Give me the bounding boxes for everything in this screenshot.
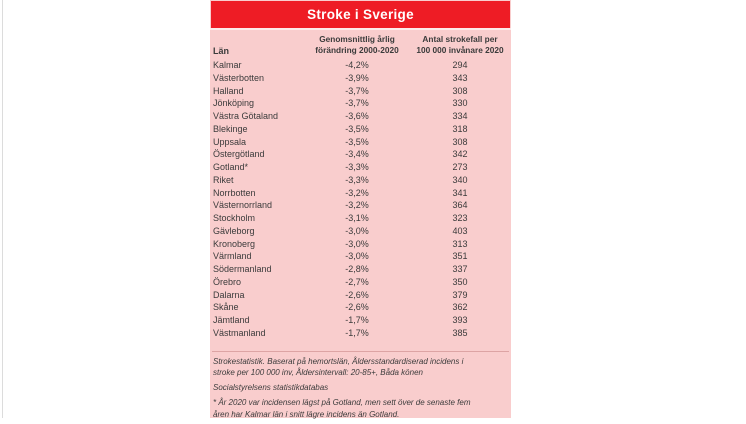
annual-change-cell: -3,6% — [345, 111, 369, 121]
cases-per-100000-cell: 334 — [452, 111, 468, 121]
region-name-cell: Östergötland — [213, 149, 265, 160]
cases-per-100000-cell: 323 — [452, 213, 468, 223]
page-edge-line — [2, 0, 3, 418]
cases-per-100000-cell: 318 — [452, 123, 468, 134]
footnotes — [213, 356, 475, 424]
region-name-cell: Gotland* — [213, 162, 249, 172]
region-name-cell: Kronoberg — [213, 238, 256, 249]
cases-per-100000-cell: 403 — [452, 225, 468, 236]
column-header-annual-change-line1: Genomsnittlig årlig — [319, 34, 395, 44]
annual-change-cell: -3,3% — [345, 162, 369, 172]
page-title: Stroke i Sverige — [307, 7, 414, 22]
cases-per-100000-cell: 341 — [452, 187, 468, 198]
region-name-cell: Jönköping — [213, 98, 255, 109]
column-header-annual-change — [305, 34, 409, 56]
annual-change-cell: -3,2% — [345, 187, 369, 198]
table-row — [210, 123, 511, 136]
region-name-cell: Västernorrland — [213, 200, 273, 211]
annual-change-cell: -3,0% — [345, 238, 369, 249]
region-name-cell: Uppsala — [213, 136, 247, 147]
table-row — [210, 72, 511, 85]
annual-change-cell: -2,6% — [345, 289, 369, 300]
region-name-cell: Gävleborg — [213, 225, 255, 236]
title-band-divider — [210, 28, 511, 30]
annual-change-cell: -2,8% — [345, 264, 369, 274]
annual-change-cell: -3,9% — [345, 72, 369, 83]
cases-per-100000-cell: 385 — [452, 327, 468, 338]
table-row — [210, 327, 511, 340]
annual-change-cell: -1,7% — [345, 315, 369, 325]
cases-per-100000-cell: 379 — [452, 289, 468, 300]
cases-per-100000-cell: 342 — [452, 149, 468, 160]
region-name-cell: Dalarna — [213, 289, 245, 300]
annual-change-cell: -3,0% — [345, 251, 369, 262]
table-row — [210, 161, 511, 174]
cases-per-100000-cell: 350 — [452, 276, 468, 287]
table-bottom-divider — [212, 351, 509, 352]
table-header-row — [210, 31, 511, 57]
table-row — [210, 199, 511, 212]
annual-change-cell: -2,7% — [345, 276, 369, 287]
footnote-source: Socialstyrelsens statistikdatabas — [213, 383, 329, 393]
column-header-cases-line1: Antal strokefall per — [422, 34, 498, 44]
annual-change-cell: -3,5% — [345, 123, 369, 134]
table-row — [210, 187, 511, 200]
cases-per-100000-cell: 362 — [452, 302, 468, 313]
table-row — [210, 301, 511, 314]
annual-change-cell: -2,6% — [345, 302, 369, 313]
annual-change-cell: -3,0% — [345, 225, 369, 236]
region-name-cell: Stockholm — [213, 213, 256, 223]
table-row — [210, 263, 511, 276]
region-name-cell: Västra Götaland — [213, 111, 279, 121]
cases-per-100000-cell: 364 — [452, 200, 468, 211]
annual-change-cell: -3,2% — [345, 200, 369, 211]
column-header-region: Län — [213, 46, 230, 56]
cases-per-100000-cell: 294 — [452, 60, 468, 70]
cases-per-100000-cell: 343 — [452, 72, 468, 83]
table-row — [210, 225, 511, 238]
table-row — [210, 97, 511, 110]
table-row — [210, 289, 511, 302]
table-row — [210, 276, 511, 289]
region-name-cell: Södermanland — [213, 264, 272, 274]
table-row — [210, 314, 511, 327]
table-row — [210, 148, 511, 161]
region-name-cell: Riket — [213, 174, 234, 185]
cases-per-100000-cell: 337 — [452, 264, 468, 274]
table-row — [210, 136, 511, 149]
table-row — [210, 250, 511, 263]
region-name-cell: Blekinge — [213, 123, 248, 134]
cases-per-100000-cell: 393 — [452, 315, 468, 325]
table-row — [210, 59, 511, 72]
annual-change-cell: -4,2% — [345, 60, 369, 70]
stroke-stats-card — [210, 0, 511, 418]
region-name-cell: Jämtland — [213, 315, 250, 325]
cases-per-100000-cell: 313 — [452, 238, 468, 249]
cases-per-100000-cell: 351 — [452, 251, 468, 262]
table-row — [210, 212, 511, 225]
annual-change-cell: -3,4% — [345, 149, 369, 160]
table-row — [210, 85, 511, 98]
title-band — [211, 1, 510, 28]
annual-change-cell: -3,3% — [345, 174, 369, 185]
region-name-cell: Norrbotten — [213, 187, 256, 198]
table-row — [210, 110, 511, 123]
footnote-gotland-note: * År 2020 var incidensen lägst på Gotland, men sett över de senaste fem åren har Kalmar län i snitt lägre incidens än Gotland. — [213, 398, 471, 419]
column-header-cases — [408, 34, 512, 56]
region-name-cell: Halland — [213, 85, 244, 96]
region-name-cell: Kalmar — [213, 60, 242, 70]
annual-change-cell: -3,5% — [345, 136, 369, 147]
cases-per-100000-cell: 308 — [452, 85, 468, 96]
table-row — [210, 238, 511, 251]
region-name-cell: Örebro — [213, 276, 242, 287]
annual-change-cell: -3,7% — [345, 85, 369, 96]
region-name-cell: Värmland — [213, 251, 252, 262]
region-name-cell: Västerbotten — [213, 72, 265, 83]
column-header-cases-line2: 100 000 invånare 2020 — [416, 45, 504, 55]
annual-change-cell: -1,7% — [345, 327, 369, 338]
annual-change-cell: -3,1% — [345, 213, 369, 223]
cases-per-100000-cell: 340 — [452, 174, 468, 185]
cases-per-100000-cell: 273 — [452, 162, 468, 172]
cases-per-100000-cell: 308 — [452, 136, 468, 147]
footnote-methodology: Strokestatistik. Baserat på hemortslän, Åldersstandardiserad incidens i stroke per 100 000 inv, Åldersintervall: 20-85+, Båda könen — [213, 357, 464, 378]
table-row — [210, 174, 511, 187]
annual-change-cell: -3,7% — [345, 98, 369, 109]
region-name-cell: Skåne — [213, 302, 239, 313]
cases-per-100000-cell: 330 — [452, 98, 468, 109]
column-header-annual-change-line2: förändring 2000-2020 — [315, 45, 399, 55]
table-body — [210, 59, 511, 340]
region-name-cell: Västmanland — [213, 327, 266, 338]
